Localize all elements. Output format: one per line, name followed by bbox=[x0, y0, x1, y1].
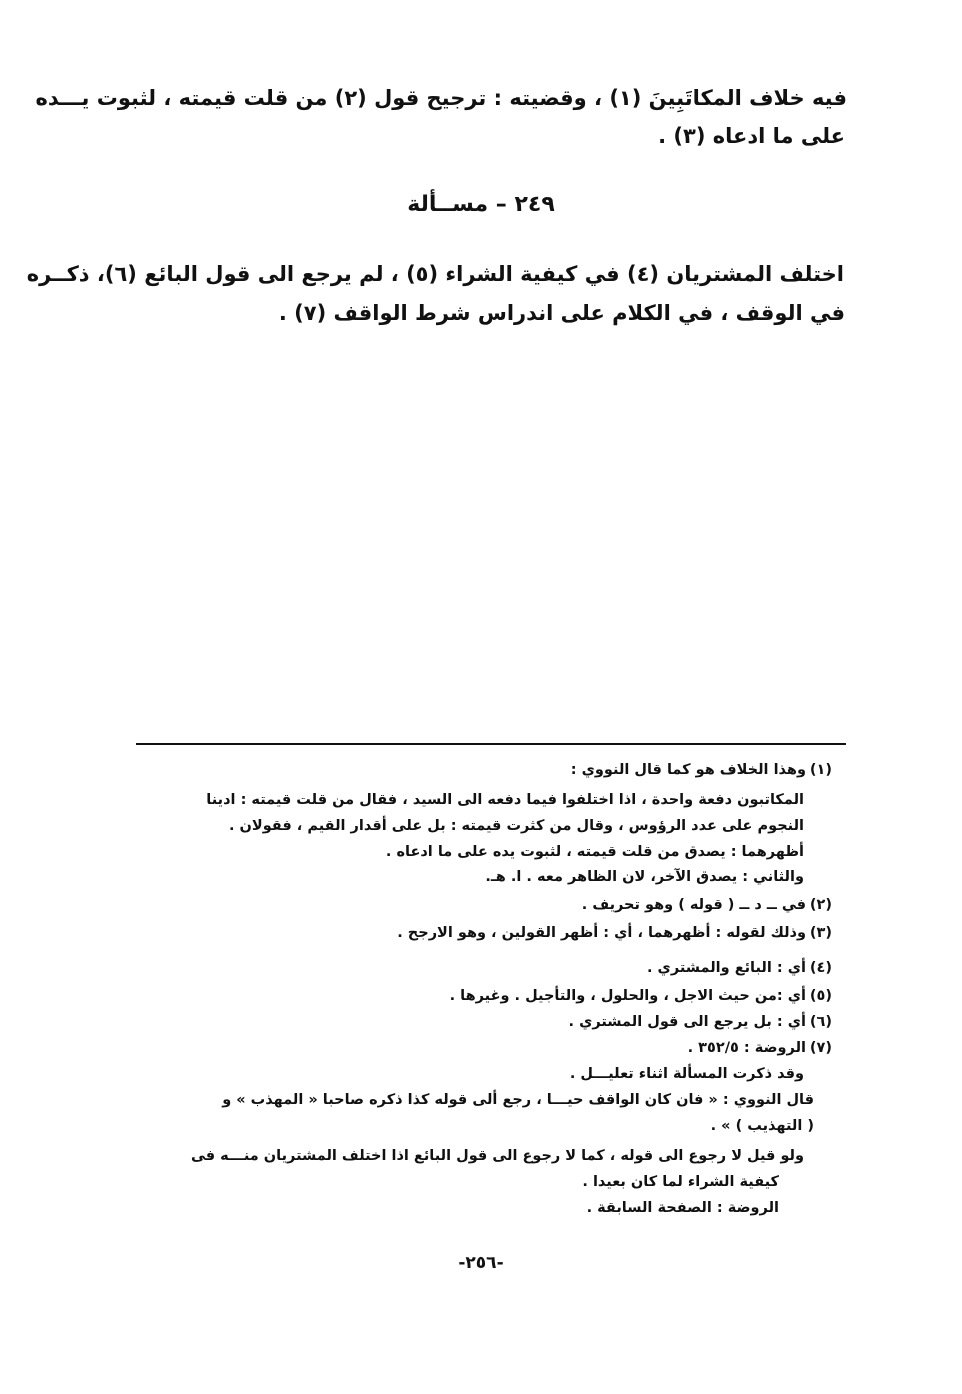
footnote-line: المكاتبون دفعة واحدة ، اذا اختلفوا فيما دفعه الى السيد ، فقال من قلت قيمته : ادينا bbox=[206, 792, 804, 808]
footnote-line: كيفية الشراء لما كان بعيدا . bbox=[582, 1174, 779, 1190]
footnote-line: أظهرهما : يصدق من قلت قيمته ، لثبوت يده على ما ادعاه . bbox=[385, 844, 804, 860]
footnote-line: (٦)أي : بل يرجع الى قول المشتري . bbox=[568, 1014, 832, 1030]
main-text-line: في الوقف ، في الكلام على اندراس شرط الواقف (٧) . bbox=[278, 301, 845, 325]
footnote-line: وقد ذكرت المسألة اثناء تعليـــل . bbox=[569, 1066, 804, 1082]
main-text-line: على ما ادعاه (٣) . bbox=[658, 124, 845, 148]
footnote-line: (١)وهذا الخلاف هو كما قال النووي : bbox=[570, 762, 832, 778]
footnote-line: النجوم على عدد الرؤوس ، وقال من كثرت قيمته : بل على أقدار القيم ، فقولان . bbox=[228, 818, 804, 834]
main-text-line: فيه خلاف المكاتَبِينَ (١) ، وقضيته : ترجيح قول (٢) من قلت قيمته ، لثبوت يـــده bbox=[35, 86, 847, 110]
footnote-line: (٥)أي :من حيث الاجل ، والحلول ، والتأجيل . وغيرها . bbox=[449, 988, 832, 1004]
footnote-line: ولو قيل لا رجوع الى قوله ، كما لا رجوع الى قول البائع اذا اختلف المشتريان منـــه فى bbox=[190, 1148, 804, 1164]
footnote-line: ( التهذيب ) » . bbox=[710, 1118, 814, 1134]
footnote-line: (٤)أي : البائع والمشتري . bbox=[646, 960, 832, 976]
page-number: -٢٥٦- bbox=[458, 1253, 504, 1273]
footnote-line: (٧)الروضة : ٣٥٢/٥ . bbox=[687, 1040, 832, 1056]
footnote-line: (٣)وذلك لقوله : أظهرهما ، أي : أظهر القولين ، وهو الارجح . bbox=[397, 925, 832, 941]
main-text-line: اختلف المشتريان (٤) في كيفية الشراء (٥) ، لم يرجع الى قول البائع (٦)، ذكــره bbox=[26, 262, 844, 286]
footnote-line: والثاني : يصدق الآخر، لان الظاهر معه . ا. هـ. bbox=[485, 869, 804, 885]
footnote-separator bbox=[136, 743, 846, 745]
footnote-line: قال النووي : « فان كان الواقف حيـــا ، رجع ألى قوله كذا ذكره صاحبا « المهذب » و bbox=[222, 1092, 814, 1108]
footnote-line: (٢)في ــ د ــ ( قوله ) وهو تحريف . bbox=[581, 897, 832, 913]
section-heading: ٢٤٩ – مســألة bbox=[407, 192, 555, 217]
footnote-line: الروضة : الصفحة السابقة . bbox=[586, 1200, 779, 1216]
